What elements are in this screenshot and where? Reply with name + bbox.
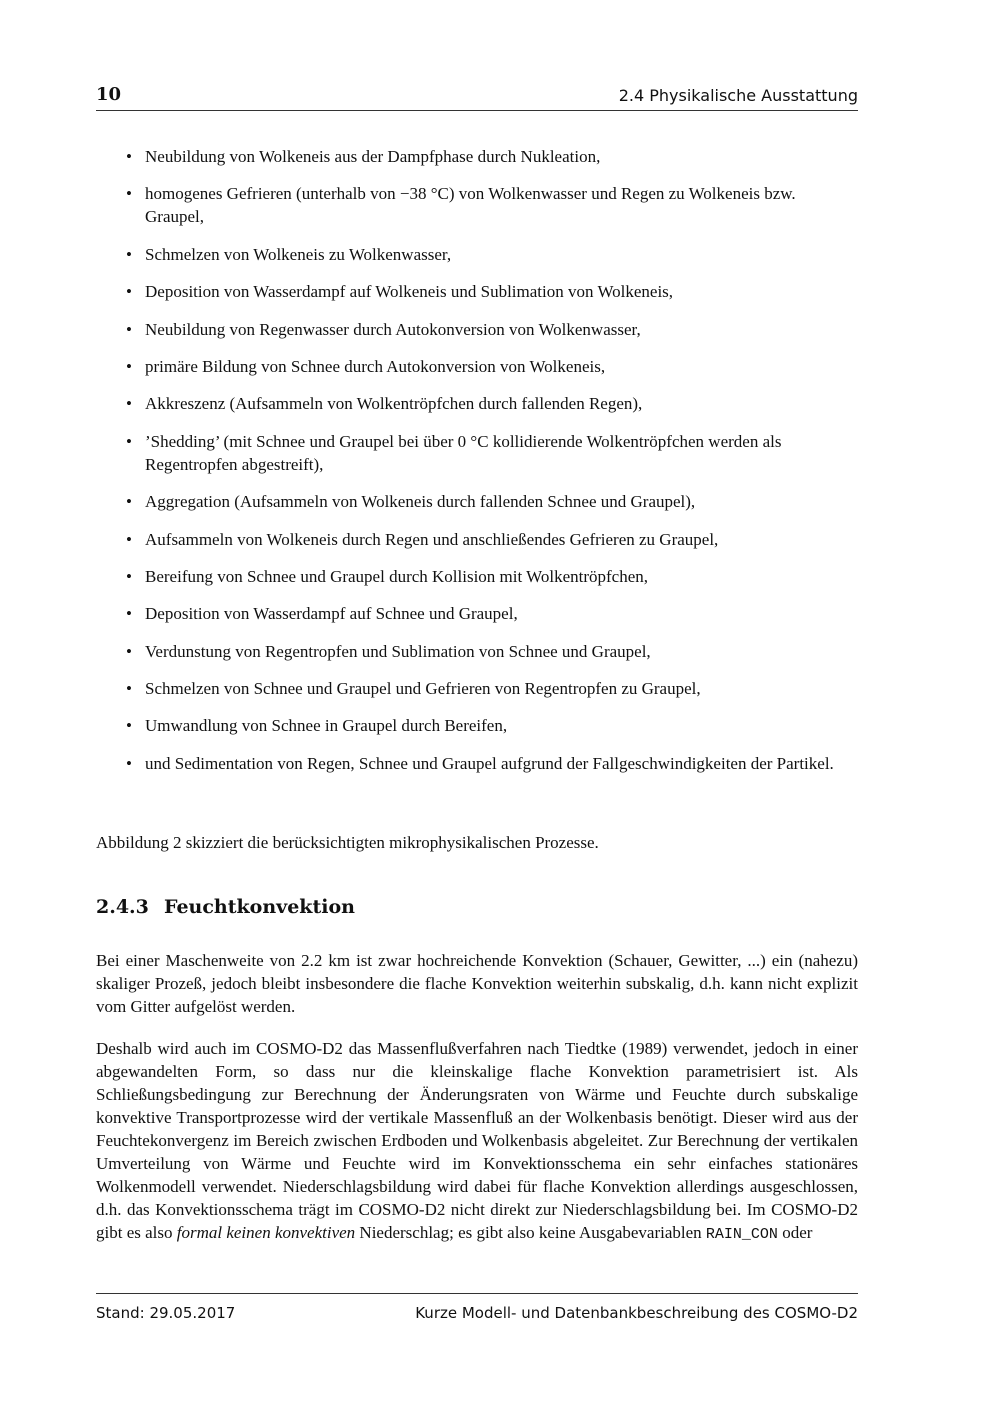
document-page <box>96 0 858 1415</box>
page-number: 10 <box>96 84 122 105</box>
emphasized-text: formal keinen konvektiven <box>176 1223 356 1242</box>
bullet-icon: • <box>126 566 132 586</box>
bullet-icon: • <box>126 641 132 661</box>
body-paragraph-2: Deshalb wird auch im COSMO-D2 das Massenflußverfahren nach Tiedtke (1989) verwendet, jedoch in einer abgewandelten Form, so dass nur die kleinskalige flache Konvektion parametrisiert ist. Als Schließungsbedingung zur Berechnung der Änderungsraten von Wärme und Feuchte durch subskalige konvektive Transportprozesse wird der vertikale Massenfluß an der Wolkenbasis benötigt. Dieser wird aus der Feuchtekonvergenz im Bereich zwischen Erdboden und Wolkenbasis abgeleitet. Zur Berechnung der vertikalen Umverteilung von Wärme und Feuchte wird im Konvektionsschema ein sehr einfaches stationäres Wolkenmodell verwendet. Niederschlagsbildung wird dabei für flache Konvektion allerdings ausgeschlossen, d.h. das Konvektionsschema trägt im COSMO-D2 nicht direkt zur Niederschlagsbildung bei. Im COSMO-D2 gibt es also formal keinen konvektiven Niederschlag; es gibt also keine Ausgabevariablen RAIN_CON oder <box>96 1039 858 1243</box>
page-header <box>96 84 858 111</box>
section-number: 2.4.3 <box>96 896 149 918</box>
list-item: • primäre Bildung von Schnee durch Autokonversion von Wolkeneis, <box>126 356 606 376</box>
bullet-icon: • <box>126 319 132 339</box>
section-title: Feuchtkonvektion <box>164 896 355 918</box>
section-heading <box>96 896 355 918</box>
bullet-icon: • <box>126 604 132 624</box>
bullet-icon: • <box>126 282 132 302</box>
variable-name: RAIN_CON <box>705 1226 778 1243</box>
microphysics-process-list <box>96 145 858 789</box>
bullet-icon: • <box>126 356 132 376</box>
list-item: • Umwandlung von Schnee in Graupel durch Bereifen, <box>126 716 508 736</box>
list-item: • und Sedimentation von Regen, Schnee und Graupel aufgrund der Fallgeschwindigkeiten der Partikel. <box>126 753 834 773</box>
bullet-icon: • <box>126 492 132 512</box>
bullet-icon: • <box>126 529 132 549</box>
bullet-icon: • <box>126 184 132 204</box>
running-head: 2.4 Physikalische Ausstattung <box>618 86 858 105</box>
list-item: • Akkreszenz (Aufsammeln von Wolkentröpfchen durch fallenden Regen), <box>126 394 643 414</box>
bullet-icon: • <box>126 716 132 736</box>
footer-title: Kurze Modell- und Datenbankbeschreibung des COSMO-D2 <box>415 1304 858 1322</box>
list-item: • Verdunstung von Regentropfen und Sublimation von Schnee und Graupel, <box>126 641 651 661</box>
figure-reference-paragraph: Abbildung 2 skizziert die berücksichtigten mikrophysikalischen Prozesse. <box>96 833 599 852</box>
bullet-icon: • <box>126 244 132 264</box>
list-item: • Schmelzen von Schnee und Graupel und Gefrieren von Regentropfen zu Graupel, <box>126 679 701 699</box>
list-item: • Neubildung von Wolkeneis aus der Dampfphase durch Nukleation, <box>126 147 601 166</box>
list-item: • Aggregation (Aufsammeln von Wolkeneis durch fallenden Schnee und Graupel), <box>126 492 696 512</box>
list-item: • Schmelzen von Wolkeneis zu Wolkenwasser, <box>126 244 452 264</box>
bullet-icon: • <box>126 679 132 699</box>
page-footer <box>96 1293 858 1322</box>
list-item: • ’Shedding’ (mit Schnee und Graupel bei über 0 °C kollidierende Wolkentröpfchen werden als Regentropfen abgestreift), <box>126 431 782 474</box>
bullet-icon: • <box>126 394 132 414</box>
bullet-icon: • <box>126 753 132 773</box>
list-item: • Deposition von Wasserdampf auf Schnee und Graupel, <box>126 604 518 624</box>
list-item: • Aufsammeln von Wolkeneis durch Regen und anschließendes Gefrieren zu Graupel, <box>126 529 719 549</box>
list-item: • Bereifung von Schnee und Graupel durch Kollision mit Wolkentröpfchen, <box>126 566 649 586</box>
footer-date: Stand: 29.05.2017 <box>96 1304 236 1322</box>
body-paragraph-1: Bei einer Maschenweite von 2.2 km ist zwar hochreichende Konvektion (Schauer, Gewitter, ...) ein (nahezu) skaliger Prozeß, jedoch bleibt insbesondere die flache Konvektion weiterhin subskalig, d.h. kann nicht explizit vom Gitter aufgelöst werden. <box>96 951 858 1016</box>
list-item: • Neubildung von Regenwasser durch Autokonversion von Wolkenwasser, <box>126 319 641 339</box>
list-item: • homogenes Gefrieren (unterhalb von −38 °C) von Wolkenwasser und Regen zu Wolkeneis bzw. Graupel, <box>126 184 796 227</box>
list-item: • Deposition von Wasserdampf auf Wolkeneis und Sublimation von Wolkeneis, <box>126 282 674 302</box>
bullet-icon: • <box>126 147 132 166</box>
bullet-icon: • <box>126 431 132 451</box>
